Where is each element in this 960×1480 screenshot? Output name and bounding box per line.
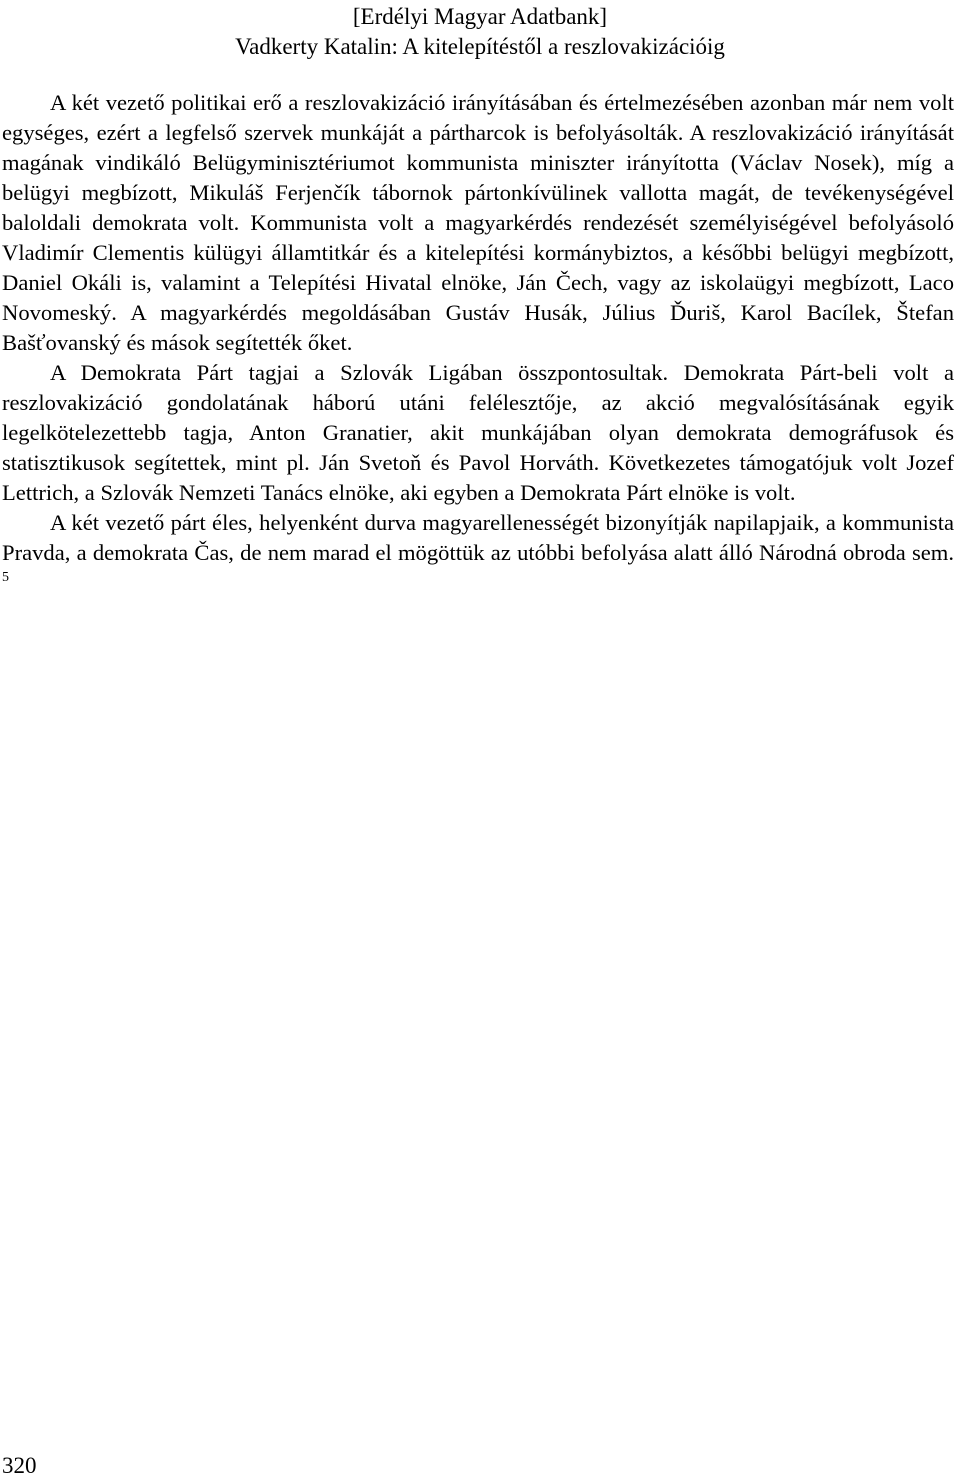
paragraph-text: A Demokrata Párt tagjai a Szlovák Ligában összpontosultak. Demokrata Párt-beli volt a reszlovakizáció gondolatának háború utáni felélesztője, az akció megvalósításának egyik legelkötelezettebb tagja, Anton Granatier, akit munkájában olyan demokrata demográfusok és statisztikusok segítettek, mint pl. Ján Svetoň és Pavol Horváth. Következetes támogatójuk volt Jozef Lettrich, a Szlovák Nemzeti Tanács elnöke, aki egyben a Demokrata Párt elnöke is volt. (2, 360, 954, 505)
page-number: 320 (2, 1453, 37, 1478)
header-title: Vadkerty Katalin: A kitelepítéstől a reszlovakizációig (235, 34, 725, 59)
paragraph-text: A két vezető politikai erő a reszlovakizáció irányításában és értelmezésében azonban már nem volt egységes, ezért a legfelső szervek munkáját a pártharcok is befolyásolták. A reszlovakizáció irányítását magának vindikáló Belügyminisztériumot kommunista miniszter irányította (Václav Nosek), míg a belügyi megbízott, Mikuláš Ferjenčík tábornok pártonkívülinek vallotta magát, de tevékenységével baloldali demokrata volt. Kommunista volt a magyarkérdés rendezését személyiségével befolyásoló Vladimír Clementis külügyi államtitkár és a kitelepítési kormánybiztos, a későbbi belügyi megbízott, Daniel Okáli is, valamint a Telepítési Hivatal elnöke, Ján Čech, vagy az iskolaügyi megbízott, Laco Novomeský. A magyarkérdés megoldásában Gustáv Husák, Július Ďuriš, Karol Bacílek, Štefan Bašťovanský és mások segítették őket. (2, 90, 954, 355)
header-source: [Erdélyi Magyar Adatbank] (352, 4, 608, 29)
paragraph (2, 358, 954, 508)
running-header (0, 2, 960, 62)
main-text (2, 88, 954, 598)
paragraph (2, 88, 954, 358)
paragraph (2, 508, 954, 598)
footnote-marker[interactable]: 5 (2, 570, 9, 585)
paragraph-text: A két vezető párt éles, helyenként durva magyarellenességét bizonyítják napilapjaik, a kommunista Pravda, a demokrata Čas, de nem marad el mögöttük az utóbbi befolyása alatt álló Národná obroda sem. (2, 510, 954, 565)
